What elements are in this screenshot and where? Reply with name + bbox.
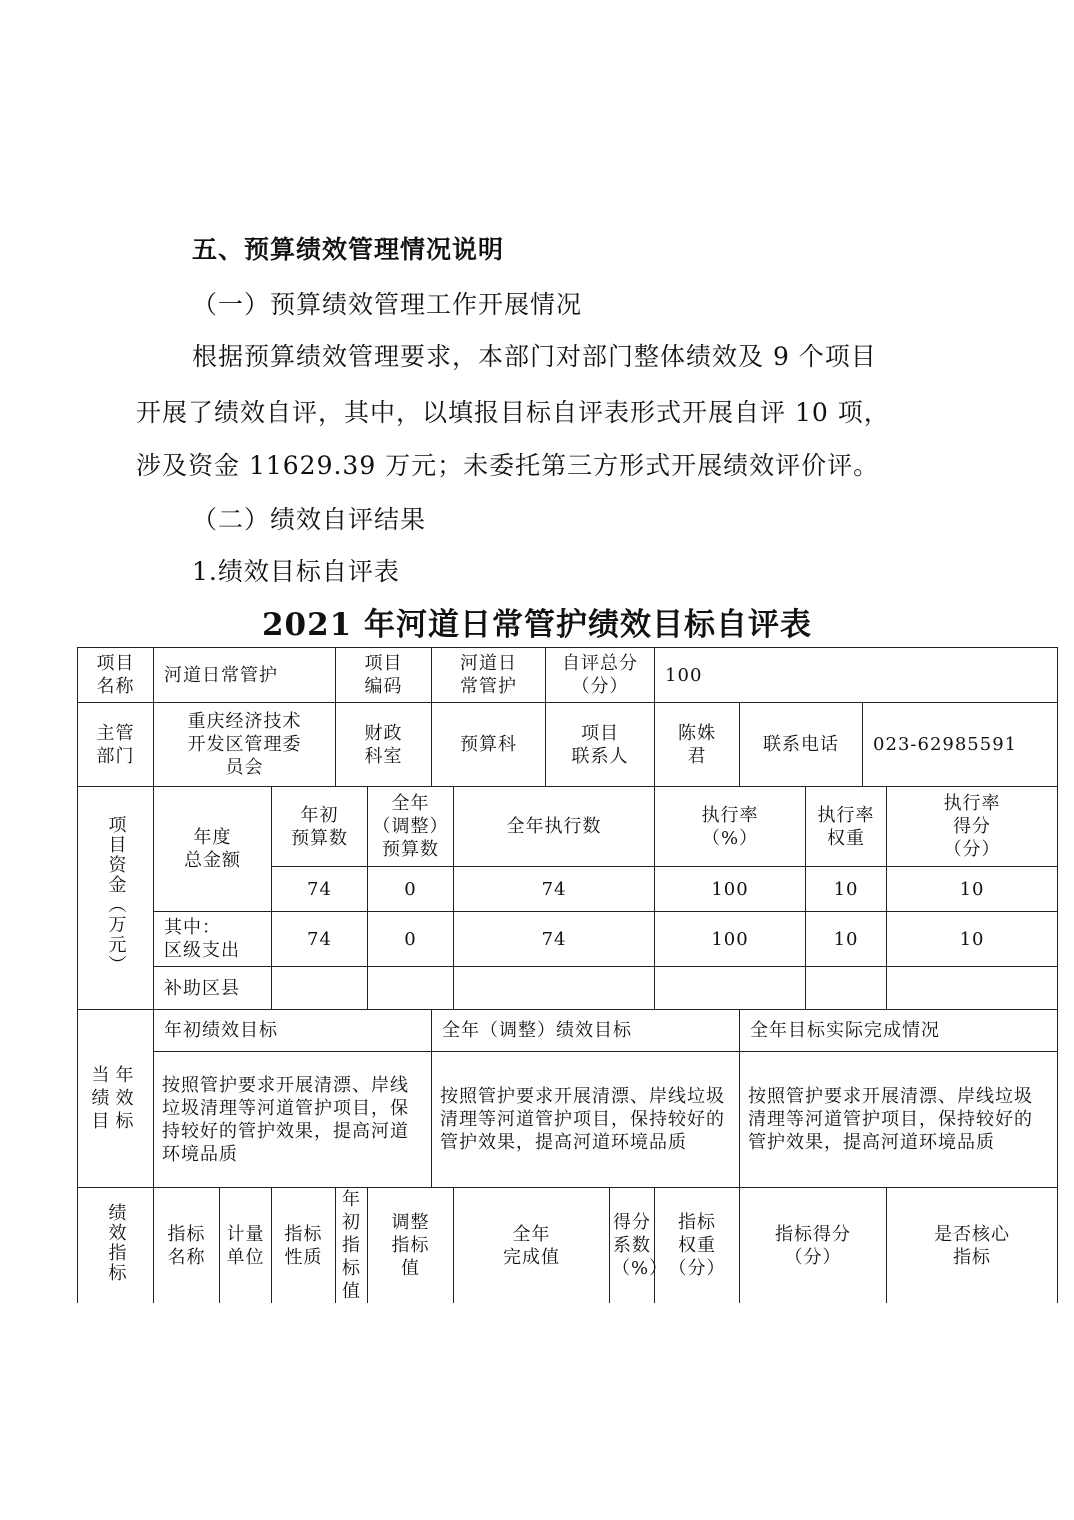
indicator-name-header: 指标 名称 [154, 1188, 220, 1304]
goals-side-label: 当年 绩效 目标 [78, 1010, 154, 1188]
total-score-value: 100 [655, 648, 1058, 703]
indicators-side-label [78, 1188, 154, 1304]
indicator-actual-header: 全年 完成值 [454, 1188, 610, 1304]
total-score-label: 自评总分 （分） [546, 648, 655, 703]
subsection-table-label: 1.绩效目标自评表 [192, 557, 400, 586]
dept-label: 主管 部门 [78, 703, 154, 787]
indicator-core-header: 是否核心 指标 [887, 1188, 1058, 1304]
subsection-results: （二）绩效自评结果 [192, 505, 427, 534]
exec-score-header: 执行率 得分 （分） [887, 787, 1058, 867]
indicator-adjusted-header: 调整 指标 值 [368, 1188, 454, 1304]
contact-label: 项目 联系人 [546, 703, 655, 787]
dept-value: 重庆经济技术 开发区管理委 员会 [154, 703, 336, 787]
adjusted-budget-header: 全年 （调整） 预算数 [368, 787, 454, 867]
subsection-work: （一）预算绩效管理工作开展情况 [192, 290, 583, 319]
executed-header: 全年执行数 [454, 787, 655, 867]
project-name-value: 河道日常管护 [154, 648, 336, 703]
total-initial-budget: 74 [272, 867, 368, 912]
phone-value: 023-62985591 [863, 703, 1058, 787]
paragraph-line-3: 涉及资金 11629.39 万元；未委托第三方形式开展绩效评价评。 [136, 451, 880, 480]
indicator-coef-header: 得分 系数 （%） [610, 1188, 655, 1304]
adjusted-goal-header: 全年（调整）绩效目标 [432, 1010, 740, 1052]
section-heading: 五、预算绩效管理情况说明 [192, 235, 505, 264]
indicator-score-header: 指标得分 （分） [740, 1188, 887, 1304]
indicator-unit-header: 计量 单位 [220, 1188, 272, 1304]
funds-side-label [78, 787, 154, 1010]
actual-goal-header: 全年目标实际完成情况 [740, 1010, 1058, 1052]
table-title: 2021 年河道日常管护绩效目标自评表 [261, 607, 813, 643]
exec-weight-header: 执行率 权重 [806, 787, 887, 867]
total-exec-weight: 10 [806, 867, 887, 912]
district-adjusted-budget: 0 [368, 912, 454, 967]
district-exec-rate: 100 [655, 912, 806, 967]
funds-side-text: 项目资金（万元） [105, 815, 127, 975]
subsidy-executed [454, 967, 655, 1010]
finance-section-value: 预算科 [432, 703, 546, 787]
project-code-label: 项目 编码 [336, 648, 432, 703]
subsidy-initial-budget [272, 967, 368, 1010]
indicators-side-text: 绩效指标 [105, 1202, 127, 1283]
total-exec-rate: 100 [655, 867, 806, 912]
adjusted-goal-text: 按照管护要求开展清漂、岸线垃圾清理等河道管护项目，保持较好的管护效果，提高河道环境品质 [432, 1052, 740, 1188]
project-code-value: 河道日 常管护 [432, 648, 546, 703]
district-executed: 74 [454, 912, 655, 967]
phone-label: 联系电话 [740, 703, 863, 787]
paragraph-line-1: 根据预算绩效管理要求，本部门对部门整体绩效及 9 个项目 [192, 342, 877, 371]
district-exec-weight: 10 [806, 912, 887, 967]
subsidy-label: 补助区县 [154, 967, 272, 1010]
subsidy-exec-score [887, 967, 1058, 1010]
subsidy-adjusted-budget [368, 967, 454, 1010]
self-evaluation-table [77, 647, 1058, 1303]
paragraph-line-2: 开展了绩效自评，其中，以填报目标自评表形式开展自评 10 项， [136, 398, 890, 427]
total-executed: 74 [454, 867, 655, 912]
district-initial-budget: 74 [272, 912, 368, 967]
total-exec-score: 10 [887, 867, 1058, 912]
indicator-initial-header: 年初 指标 值 [336, 1188, 368, 1304]
district-exec-score: 10 [887, 912, 1058, 967]
initial-goal-text: 按照管护要求开展清漂、岸线垃圾清理等河道管护项目，保持较好的管护效果，提高河道环境品质 [154, 1052, 432, 1188]
district-label: 其中： 区级支出 [154, 912, 272, 967]
total-adjusted-budget: 0 [368, 867, 454, 912]
contact-value: 陈姝 君 [655, 703, 740, 787]
subsidy-exec-rate [655, 967, 806, 1010]
indicator-nature-header: 指标 性质 [272, 1188, 336, 1304]
subsidy-exec-weight [806, 967, 887, 1010]
initial-goal-header: 年初绩效目标 [154, 1010, 432, 1052]
annual-total-header: 年度 总金额 [154, 787, 272, 912]
indicator-weight-header: 指标 权重 （分） [655, 1188, 740, 1304]
finance-section-label: 财政 科室 [336, 703, 432, 787]
exec-rate-header: 执行率 （%） [655, 787, 806, 867]
project-name-label: 项目 名称 [78, 648, 154, 703]
actual-goal-text: 按照管护要求开展清漂、岸线垃圾清理等河道管护项目，保持较好的管护效果，提高河道环境品质 [740, 1052, 1058, 1188]
initial-budget-header: 年初 预算数 [272, 787, 368, 867]
